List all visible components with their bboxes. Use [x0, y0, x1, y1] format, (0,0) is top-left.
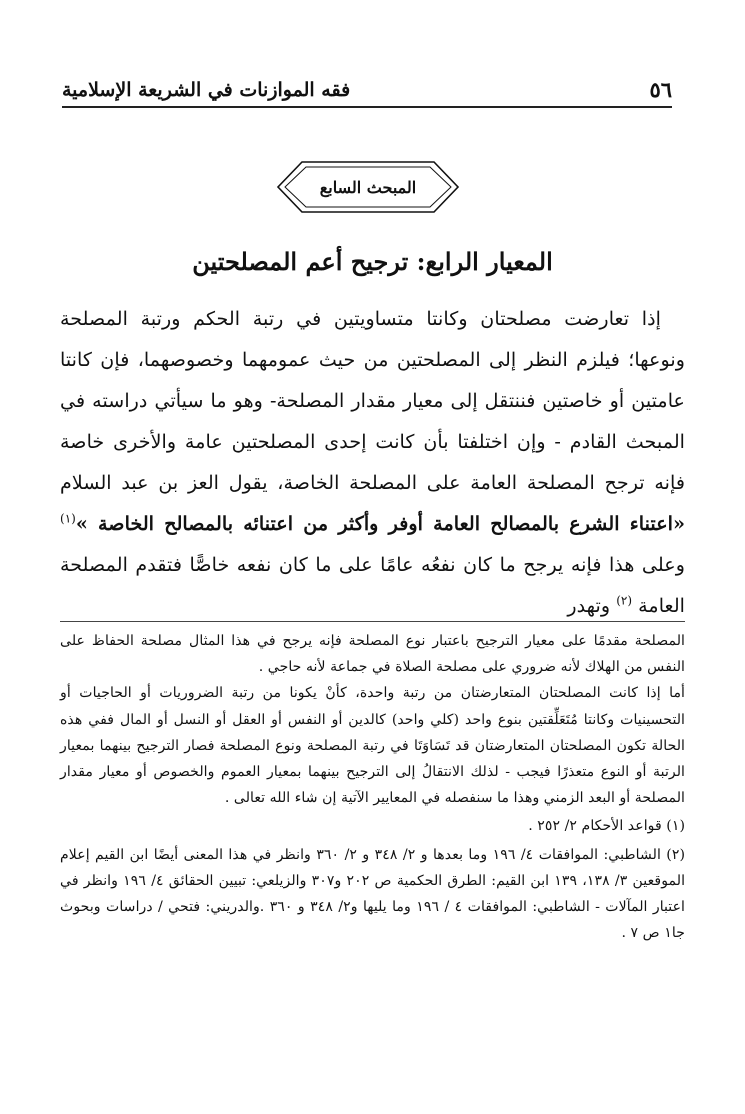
footnote-1: (١) قواعد الأحكام ٢/ ٢٥٢ .: [528, 818, 685, 835]
footnote-divider: [60, 621, 685, 622]
main-paragraph: [60, 298, 685, 626]
main-text: [60, 298, 685, 626]
book-title: فقه الموازنات في الشريعة الإسلامية: [62, 79, 351, 101]
footnotes: [60, 628, 685, 946]
section-label-box: [274, 158, 462, 216]
chapter-heading: المعيار الرابع: ترجيح أعم المصلحتين: [192, 247, 553, 276]
section-label: المبحث السابع: [319, 177, 417, 197]
footnote-continuation: المصلحة مقدمًا على معيار الترجيح باعتبار نوع المصلحة فإنه يرجح في هذا المثال مصلحة الحفاظ على النفس من الهلاك لأنه ضروري على مصلحة الصلاة في جماعة لأنه حاجي .: [60, 633, 685, 676]
quoted-text: «اعتناء الشرع بالمصالح العامة أوفر وأكثر من اعتنائه بالمصالح الخاصة »: [75, 512, 685, 535]
main-text-part2: وعلى هذا فإنه يرجح ما كان نفعُه عامًا على ما كان نفعه خاصًّا فتقدم المصلحة العامة: [60, 553, 685, 617]
footnote-2: (٢) الشاطبي: الموافقات ٤/ ١٩٦ وما بعدها و ٢/ ٣٤٨ و ٢/ ٣٦٠ وانظر في هذا المعنى أيضًا ابن القيم إعلام الموقعين ٣/ ١٣٨، ١٣٩ ابن القيم: الطرق الحكمية ص ٢٠٢ و٣٠٧ والزيلعي: تبيين الحقائق ٤/ ١٩٦ وانظر في اعتبار المآلات - الشاطبي: الموافقات ٤ / ١٩٦ وما يليها و٢/ ٣٤٨ و ٣٦٠ .والدريني: فتحي / دراسات وبحوث جا١ ص ٧ .: [60, 846, 686, 942]
main-text-part1: إذا تعارضت مصلحتان وكانتا متساويتين في رتبة الحكم ورتبة المصلحة ونوعها؛ فيلزم النظر إلى المصلحتين من حيث عمومهما وخصوصهما، فإن كانتا عامتين أو خاصتين فننتقل إلى معيار مقدار المصلحة- وهو ما سيأتي دراسته في المبحث القادم - وإن اختلفتا بأن كانت إحدى المصلحتين عامة والأخرى خاصة فإنه ترجح المصلحة العامة على المصلحة الخاصة، يقول العز بن عبد السلام: [60, 307, 685, 494]
main-text-part3: وتهدر: [567, 594, 617, 617]
footnote-ref-2: (٢): [616, 593, 633, 608]
footnote-paragraph: أما إذا كانت المصلحتان المتعارضتان من رتبة واحدة، كأنْ يكونا من رتبة الضروريات أو الحاجيات أو التحسينيات وكانتا مُتَعَلِّقتين بنوع واحد (كلي واحد) كالدين أو النفس أو العقل أو النسل أو المال ففي هذه الحالة تكون المصلحتان المتعارضتان قد تَسَاوَتَا في رتبة المصلحة ونوع المصلحة فصار الترجيح بينهما بمعيار الرتبة أو النوع متعذرًا فيجب - لذلك الانتقالُ إلى الترجيح بينهما بمعيار العموم والخصوص أو معيار مقدار المصلحة أو البعد الزمني وهذا ما سنفصله في المعايير الآتية إن شاء الله تعالى .: [60, 685, 685, 807]
page-number: ٥٦: [649, 77, 672, 102]
footnote-ref-1: (١): [60, 511, 76, 526]
running-header: [62, 72, 672, 108]
